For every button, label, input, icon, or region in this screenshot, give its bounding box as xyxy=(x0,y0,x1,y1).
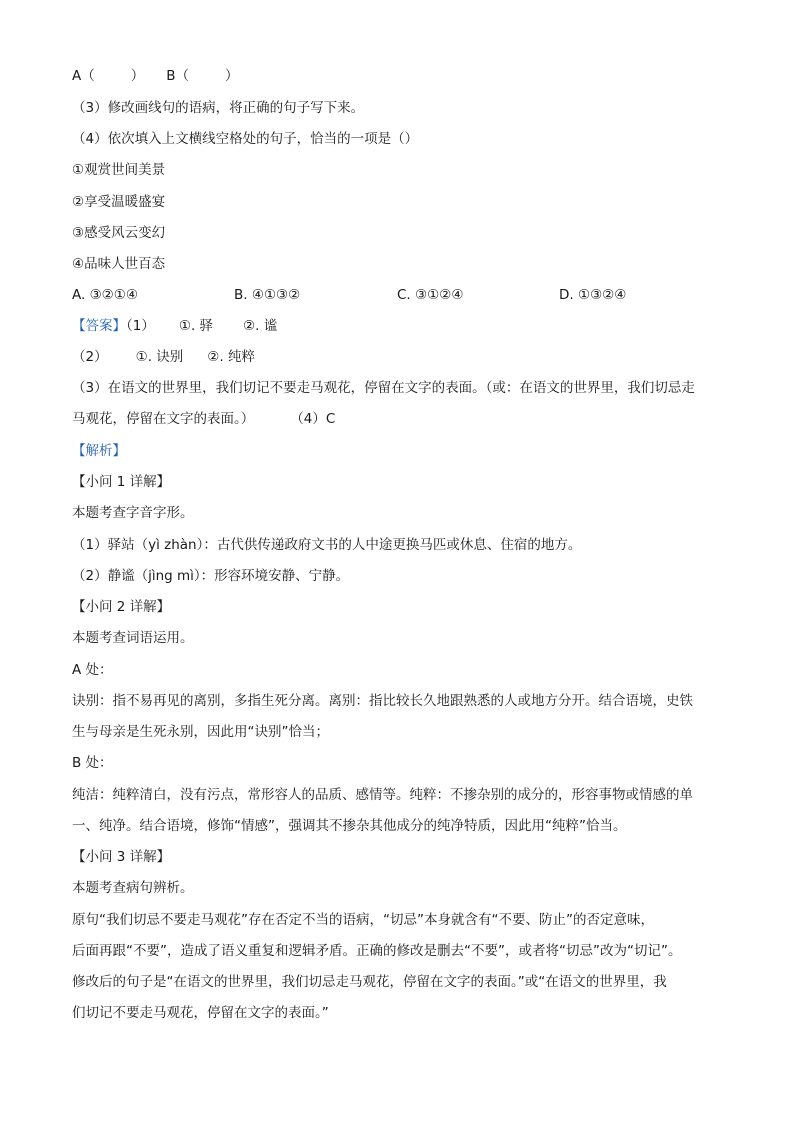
blank-b-label: B（ xyxy=(166,68,190,84)
blank-a-close: ） xyxy=(130,68,145,84)
answer-part3-line2: 马观花，停留在文字的表面。） xyxy=(72,411,255,427)
question-3-text: （3）修改画线句的语病，将正确的句子写下来。 xyxy=(72,100,365,116)
answer-label: 【答案】 xyxy=(72,318,126,334)
phrase-item: ③感受风云变幻 xyxy=(72,225,166,241)
choice-b: B. ④①③② xyxy=(234,287,301,303)
q3-heading: 【小问 3 详解】 xyxy=(72,849,171,865)
q1-item-1: （1）驿站（yì zhàn）：古代供传递政府文书的人中途更换马匹或休息、住宿的地方。 xyxy=(72,537,582,553)
answer-line-4 xyxy=(72,409,722,429)
blank-a-label: A（ xyxy=(72,68,95,84)
answer-part1-num: （1） xyxy=(126,318,155,334)
q2-a-line-2: 生与母亲是生死永别，因此用“诀别”恰当； xyxy=(72,724,329,740)
q2-b-label: B 处： xyxy=(72,755,113,771)
answer-line-2 xyxy=(72,347,722,367)
q1-intro: 本题考查字音字形。 xyxy=(72,505,194,521)
answer-part2-b: ②. 纯粹 xyxy=(207,349,255,365)
q3-line-3: 修改后的句子是“在语文的世界里，我们切忌走马观花，停留在文字的表面。”或“在语文的世界里，我 xyxy=(72,974,667,990)
ab-blank-line xyxy=(72,66,722,86)
q2-b-line-1: 纯洁：纯粹清白，没有污点，常形容人的品质、感情等。纯粹：不掺杂别的成分的，形容事物或情感的单 xyxy=(72,787,693,803)
answer-part1-b: ②. 谧 xyxy=(243,318,278,334)
q3-intro: 本题考查病句辨析。 xyxy=(72,880,194,896)
phrase-item: ①观赏世间美景 xyxy=(72,162,166,178)
q2-b-line-2: 一、纯净。结合语境，修饰“情感”，强调其不掺杂其他成分的纯净特质，因此用“纯粹”恰当。 xyxy=(72,818,627,834)
q3-line-2: 后面再跟“不要”，造成了语义重复和逻辑矛盾。正确的修改是删去“不要”，或者将“切忌”改为“切记”。 xyxy=(72,943,682,959)
q3-line-1: 原句“我们切忌不要走马观花”存在否定不当的语病，“切忌”本身就含有“不要、防止”的否定意味， xyxy=(72,912,654,928)
q2-a-line-1: 诀别：指不易再见的离别，多指生死分离。离别：指比较长久地跟熟悉的人或地方分开。结合语境，史铁 xyxy=(72,693,693,709)
answer-part1-a: ①. 驿 xyxy=(178,318,214,334)
q2-heading: 【小问 2 详解】 xyxy=(72,599,171,615)
analysis-label: 【解析】 xyxy=(72,443,126,459)
choice-d: D. ①③②④ xyxy=(559,287,627,303)
answer-part2-num: （2） xyxy=(72,349,108,365)
phrase-item: ④品味人世百态 xyxy=(72,256,166,272)
q2-intro: 本题考查词语运用。 xyxy=(72,630,194,646)
choice-a: A. ③②①④ xyxy=(72,287,138,303)
phrase-item: ②享受温暖盛宴 xyxy=(72,194,166,210)
q3-line-4: 们切记不要走马观花，停留在文字的表面。” xyxy=(72,1005,329,1021)
answer-part2-a: ①. 诀别 xyxy=(135,349,184,365)
question-4-text: （4）依次填入上文横线空格处的句子，恰当的一项是（） xyxy=(72,131,419,147)
q1-item-2: （2）静谧（jìng mì）：形容环境安静、宁静。 xyxy=(72,568,350,584)
answer-line-1 xyxy=(72,316,722,336)
choice-c: C. ③①②④ xyxy=(397,287,464,303)
answer-part3-line1: （3）在语文的世界里，我们切记不要走马观花，停留在文字的表面。（或：在语文的世界里，我们切忌走 xyxy=(72,380,695,396)
answer-part4: （4）C xyxy=(290,411,336,427)
q1-heading: 【小问 1 详解】 xyxy=(72,474,171,490)
q2-a-label: A 处： xyxy=(72,662,113,678)
blank-b-close: ） xyxy=(225,68,239,84)
